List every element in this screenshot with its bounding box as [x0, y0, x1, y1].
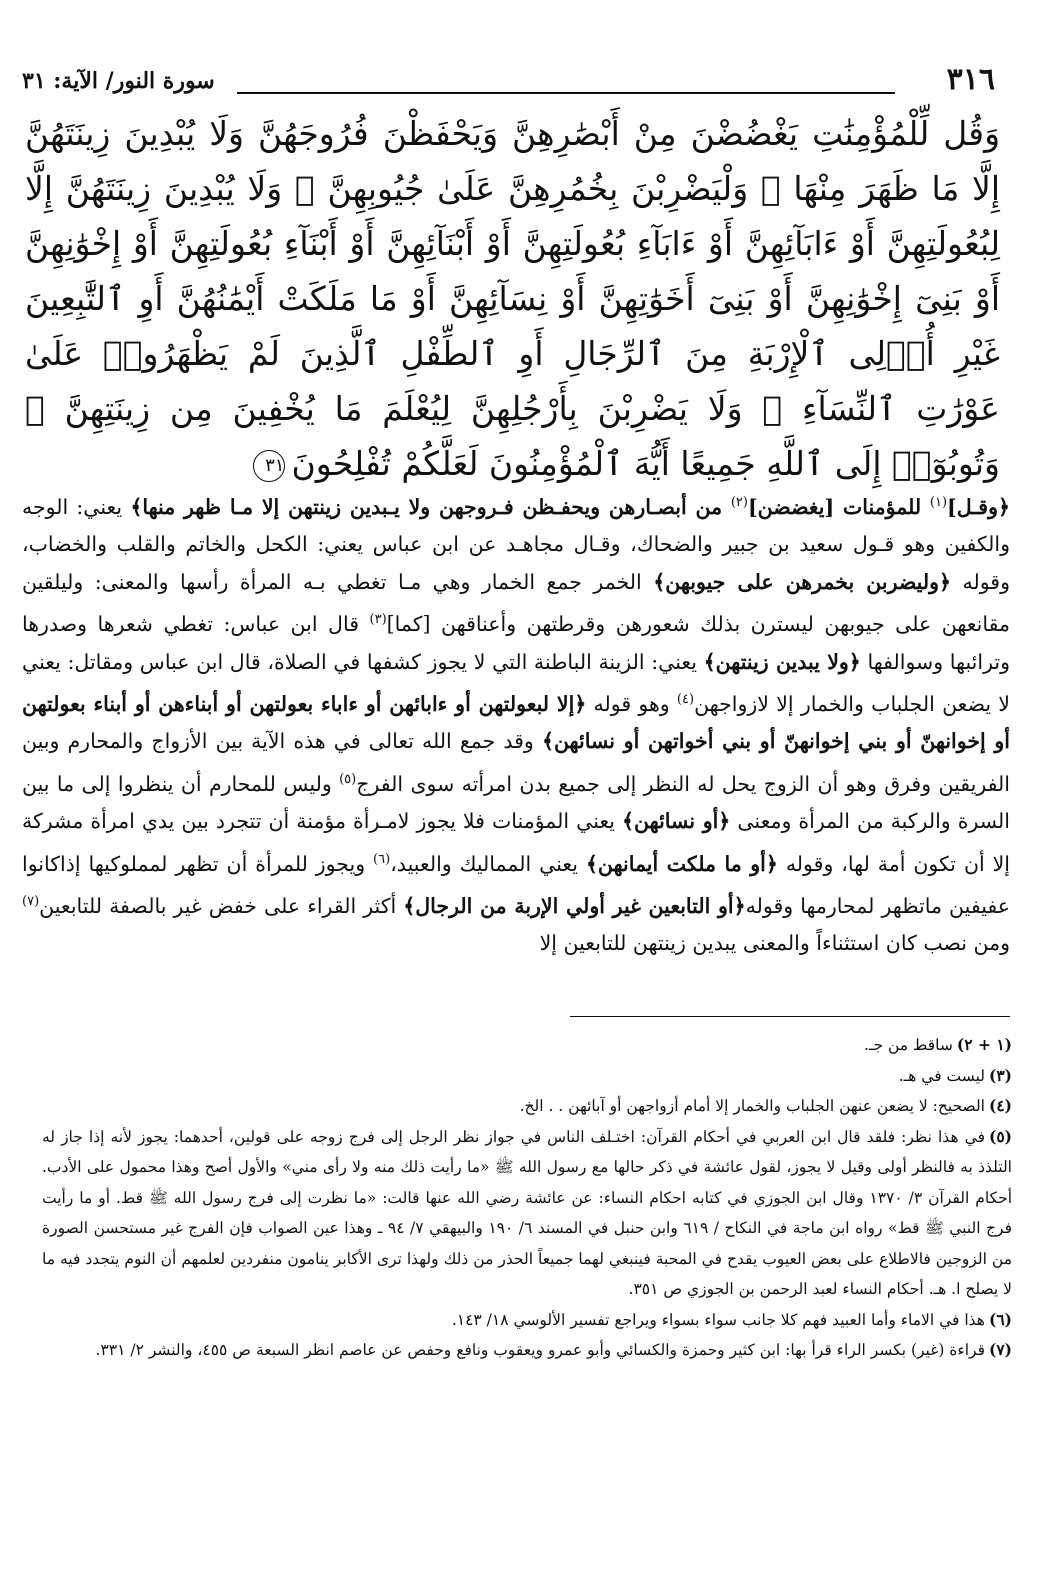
verse-number-marker: ٣١: [253, 450, 285, 482]
quran-verse: [25, 106, 1000, 491]
commentary-span: وليس للمحارم أن ينظروا إلى ما بين السرة والركبة من المرأة ومعنى: [22, 771, 1011, 834]
footnote-ref-6: (٦): [373, 851, 391, 867]
page-number: ٣١٦: [946, 62, 995, 97]
footnote-ref-3: (٣): [369, 612, 387, 628]
commentary-span: يعني المماليك والعبيد،: [390, 851, 586, 876]
quote-zinatahunna: ﴿ولا يبدين زينتهن﴾: [703, 649, 861, 674]
footnotes: [42, 1030, 1012, 1366]
footnote-divider: [570, 1016, 1010, 1017]
footnote-text: في هذا نظر: فلقد قال ابن العربي في أحكام القرآن: اختـلف الناس في جواز نظر الرجل إلى فرج زوجه على قولين، أحدهما: يجوز لأنه إذا جاز له التلذذ به فالنظر أولى وقيل لا يجوز، لقول عائشة في ذكر حالها مع رسول الله ﷺ «ما رأيت ذلك منه ولا رأى مني» والأول أصح وهذا محمول على الأدب. أحكام القرآن ٣/ ١٣٧٠ وقال ابن الجوزي في كتابه احكام النساء: عن عائشة رضي الله عنها قالت: «ما نظرت إلى فرج رسول الله ﷺ قط. أو ما رأيت فرج النبي ﷺ قط» رواه ابن ماجة في النكاح / ٦١٩ وابن حنبل في المسند ٦/ ١٩٠ والبيهقي ٧/ ٩٤ ـ وهذا عين الصواب فإن الفرج غير مستحسن الصورة من الزوجين فالاطلاع على بعض العيوب يقدح في المحبة فينبغي لهما جميعاً الحذر من ذلك ولهذا ترى الأكابر ينامون منفردين لعلمهم أن النوم يتجدد فيه ما لا يصلح ا. هـ. أحكام النساء لعبد الرحمن بن الجوزي ص ٣٥١.: [42, 1127, 1013, 1298]
footnote-ref-5: (٥): [339, 771, 357, 787]
quote-verse-opening: ﴿وقـل]: [947, 494, 1010, 519]
footnote-key: (٥): [988, 1126, 1012, 1146]
footnote-ref-4: (٤): [676, 692, 695, 708]
footnote: [42, 1061, 1012, 1092]
quote-khumurihinna: ﴿وليضربن بخمرهن على جيوبهن﴾: [653, 569, 952, 594]
surah-title: سورة النور/ الآية: ٣١: [22, 68, 215, 94]
footnote-key: (٧): [988, 1340, 1012, 1359]
footnote-ref-2: (٢): [730, 495, 748, 510]
footnote-text: ساقط من جـ.: [864, 1036, 953, 1054]
commentary-span: أكثر القراء على خفض غير بالصفة للتابعين: [39, 893, 404, 918]
footnote-ref-7: (٧): [22, 894, 40, 910]
page-header: [22, 62, 995, 102]
footnote-key: (٤): [988, 1096, 1012, 1115]
footnote: [42, 1091, 1012, 1122]
commentary-span: ويجوز للمرأة أن تظهر لمملوكيها إذاكانوا عفيفين ماتظهر لمحارمها وقوله: [22, 851, 1010, 918]
footnote-text: الصحيح: لا يضعن عنهن الجلباب والخمار إلا أمام أزواجهن أو آبائهن . . الخ.: [519, 1097, 985, 1115]
header-rule: [237, 92, 895, 94]
footnote-text: ليست في هـ.: [898, 1066, 985, 1085]
quote-bu-ulatihinna: ﴿إلا لبعولتهن أو ءابائهن أو ءاباء بعولتهن أو أبناءهن أو أبناء بعولتهن أو إخوانهنّ أو بني إخوانهنّ أو بني أخواتهن أو نسائهن﴾: [22, 691, 1010, 754]
quote-tabi-in: ﴿أو التابعين غير أولي الإربة من الرجال﴾: [403, 893, 746, 918]
commentary-span: يعني المؤمنات فلا يجوز لامـرأة مؤمنة أن تتجرد بين يدي امرأة مشركة إلا أن تكون أمة لها، وقوله: [22, 809, 1011, 876]
footnote: [42, 1335, 1012, 1366]
footnote-text: قراءة (غير) بكسر الراء قرأ بها: ابن كثير وحمزة والكسائي وأبو عمرو ويعقوب ونافع وحفص عن عاصم انظر السبعة ص ٤٥٥، والنشر ٢/ ٣٣١.: [95, 1341, 985, 1359]
commentary-span: وقد جمع الله تعالى في هذه الآية بين الأزواج والمحارم وبين الفريقين وفرق وهو أن الزوج يحل له النظر إلى جميع بدن امرأته سوى الفرج: [22, 729, 1010, 796]
commentary-span: يعني: الزينة الباطنة التي لا يجوز كشفها في الصلاة، قال ابن عباس ومقاتل: يعني لا يضعن الجلباب والخمار إلا لازواجهن: [22, 649, 1010, 716]
quote-mu-minat: للمؤمنات [يغضضن]: [747, 494, 930, 519]
verse-text: وَقُل لِّلْمُؤْمِنَٰتِ يَغْضُضْنَ مِنْ أَبْصَٰرِهِنَّ وَيَحْفَظْنَ فُرُوجَهُنَّ وَلَا يُبْدِينَ زِينَتَهُنَّ إِلَّا مَا ظَهَرَ مِنْهَا ۖ وَلْيَضْرِبْنَ بِخُمُرِهِنَّ عَلَىٰ جُيُوبِهِنَّ ۖ وَلَا يُبْدِينَ زِينَتَهُنَّ إِلَّا لِبُعُولَتِهِنَّ أَوْ ءَابَآئِهِنَّ أَوْ ءَابَآءِ بُعُولَتِهِنَّ أَوْ أَبْنَآئِهِنَّ أَوْ أَبْنَآءِ بُعُولَتِهِنَّ أَوْ إِخْوَٰنِهِنَّ أَوْ بَنِىٓ إِخْوَٰنِهِنَّ أَوْ بَنِىٓ أَخَوَٰتِهِنَّ أَوْ نِسَآئِهِنَّ أَوْ مَا مَلَكَتْ أَيْمَٰنُهُنَّ أَوِ ٱلتَّٰبِعِينَ غَيْرِ أُو۟لِى ٱلْإِرْبَةِ مِنَ ٱلرِّجَالِ أَوِ ٱلطِّفْلِ ٱلَّذِينَ لَمْ يَظْهَرُوا۟ عَلَىٰ عَوْرَٰتِ ٱلنِّسَآءِ ۖ وَلَا يَضْرِبْنَ بِأَرْجُلِهِنَّ لِيُعْلَمَ مَا يُخْفِينَ مِن زِينَتِهِنَّ ۚ وَتُوبُوٓا۟ إِلَى ٱللَّهِ جَمِيعًا أَيُّهَ ٱلْمُؤْمِنُونَ لَعَلَّكُمْ تُفْلِحُونَ: [25, 114, 1000, 483]
commentary-span: قال ابن عباس: تغطي شعرها وصدرها وترائبها وسوالفها: [22, 612, 1010, 674]
commentary-span: وهو قوله: [586, 691, 677, 716]
footnote: [42, 1305, 1012, 1336]
commentary-span: الخمر جمع الخمار وهي مـا تغطي بـه المرأة رأسها والمعنى: وليلقين مقانعهن على جيوبهن ليسترن بذلك شعورهن وقرطتهن وأعناقهن [كما]: [22, 569, 1010, 637]
quote-aymanuhunna: ﴿أو ما ملكت أيمانهن﴾: [585, 851, 778, 876]
quote-absarihinna: من أبصـارهن ويحفـظن فـروجهن ولا يـبدين زينتهن إلا مـا ظهر منها﴾: [130, 494, 731, 519]
commentary-span: يعني: الوجه والكفين وهو قـول سعيد بن جبير والضحاك، وقـال مجاهـد عن ابن عباس يعني: الكحل والخاتم والقلب والخضاب، وقوله: [22, 494, 1011, 594]
commentary-text: [22, 484, 1010, 963]
footnote: [42, 1030, 1012, 1061]
footnote-key: (٣): [988, 1065, 1012, 1085]
footnote-text: هذا في الاماء وأما العبيد فهم كلا جانب سواء بسواء ويراجع تفسير الألوسي ١٨/ ١٤٣.: [451, 1310, 985, 1329]
footnote: [42, 1122, 1012, 1305]
footnote-ref-1: (١): [929, 495, 948, 510]
commentary-span: ومن نصب كان استثناءاً والمعنى يبدين زينتهن للتابعين إلا: [539, 931, 1010, 956]
footnote-key: (١ + ٢): [956, 1035, 1012, 1054]
footnote-key: (٦): [988, 1309, 1012, 1329]
quote-nisa-ihinna: ﴿أو نسائهن﴾: [622, 809, 731, 834]
